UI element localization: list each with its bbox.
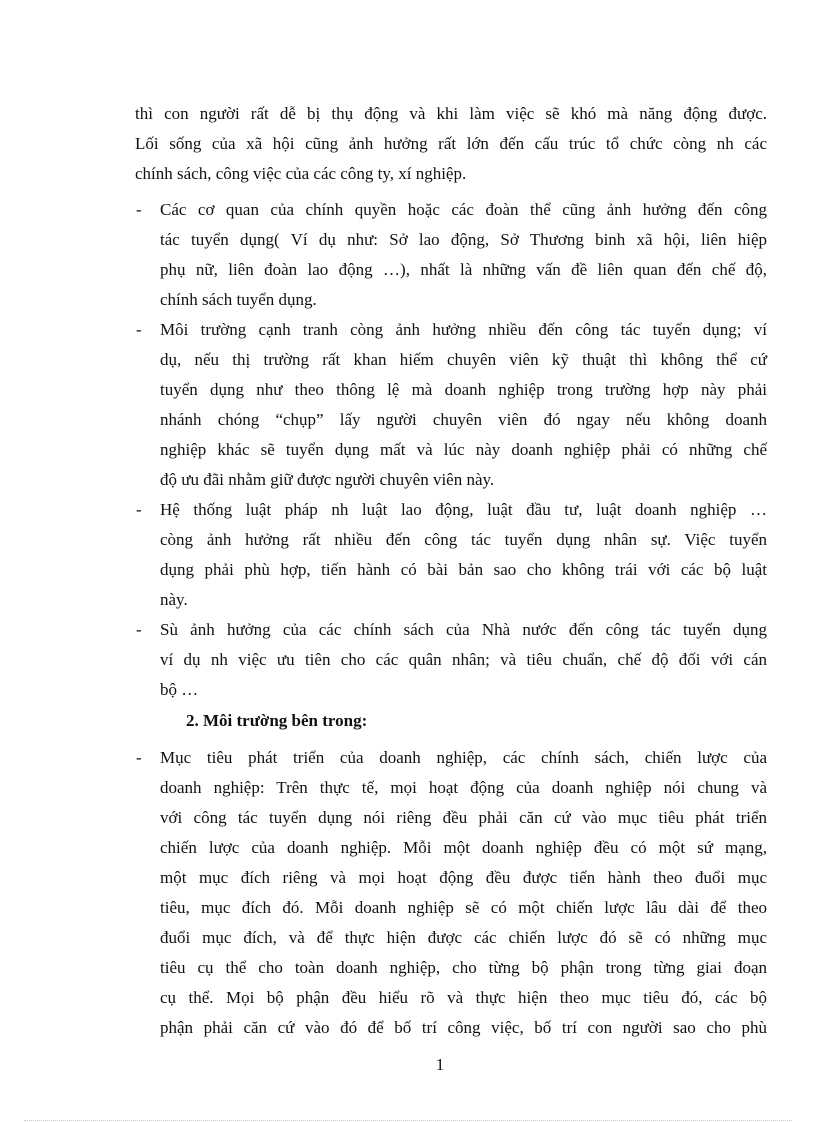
intro-line: thì con người rất dễ bị thụ động và khi làm việc sẽ khó mà năng động được. xyxy=(135,104,767,123)
intro-line: Lối sống của xã hội cũng ảnh hưởng rất lớn đến cấu trúc tổ chức còng nh các xyxy=(135,134,767,153)
list-item-line: phụ nữ, liên đoàn lao động …), nhất là những vấn đề liên quan đến chế độ, xyxy=(160,260,767,279)
page-bottom-divider xyxy=(24,1120,792,1121)
section-heading: 2. Môi trường bên trong: xyxy=(186,711,368,730)
list-item-line: ví dụ nh việc ưu tiên cho các quân nhân; và tiêu chuẩn, chế độ đối với cán xyxy=(160,650,767,669)
list-bullet: - xyxy=(136,500,142,519)
list-bullet: - xyxy=(136,320,142,339)
list-item-line: còng ảnh hưởng rất nhiều đến công tác tuyển dụng nhân sự. Việc tuyển xyxy=(160,530,767,549)
list-item-line: với công tác tuyển dụng nói riêng đều phải căn cứ vào mục tiêu phát triển xyxy=(160,808,767,827)
list-item-line: dụ, nếu thị trường rất khan hiếm chuyên viên kỹ thuật thì không thể cứ xyxy=(160,350,767,369)
list-bullet: - xyxy=(136,620,142,639)
list-item-line: tuyển dụng như theo thông lệ mà doanh nghiệp trong trường hợp này phải xyxy=(160,380,767,399)
list-item-line: nghiệp khác sẽ tuyển dụng mất và lúc này doanh nghiệp phải có những chế xyxy=(160,440,767,459)
list-item-line: Môi trường cạnh tranh còng ảnh hưởng nhiều đến công tác tuyển dụng; ví xyxy=(160,320,767,339)
list-item-line: bộ … xyxy=(160,680,199,699)
list-item-line: doanh nghiệp: Trên thực tế, mọi hoạt động của doanh nghiệp nói chung và xyxy=(160,778,767,797)
list-item-line: tiêu, mục đích đó. Mỗi doanh nghiệp sẽ có một chiến lược lâu dài để theo xyxy=(160,898,767,917)
list-item-line: Hệ thống luật pháp nh luật lao động, luật đầu tư, luật doanh nghiệp … xyxy=(160,500,767,519)
list-bullet: - xyxy=(136,200,142,219)
list-item-line: này. xyxy=(160,590,188,609)
list-item-line: một mục đích riêng và mọi hoạt động đều được tiến hành theo đuổi mục xyxy=(160,868,767,887)
list-item-line: Sù ảnh hưởng của các chính sách của Nhà nước đến công tác tuyển dụng xyxy=(160,620,767,639)
list-item-line: đuổi mục đích, và để thực hiện được các chiến lược đó sẽ có những mục xyxy=(160,928,767,947)
intro-line: chính sách, công việc của các công ty, xí nghiệp. xyxy=(135,164,467,183)
list-item-line: độ ưu đãi nhằm giữ được người chuyên viên này. xyxy=(160,470,495,489)
list-item-line: nhánh chóng “chụp” lấy người chuyên viên đó ngay nếu không doanh xyxy=(160,410,767,429)
list-item-line: tiêu cụ thể cho toàn doanh nghiệp, cho từng bộ phận trong từng giai đoạn xyxy=(160,958,767,977)
list-item-line: chính sách tuyển dụng. xyxy=(160,290,317,309)
list-item-line: cụ thể. Mọi bộ phận đều hiểu rõ và thực hiện theo mục tiêu đó, các bộ xyxy=(160,988,767,1007)
list-bullet: - xyxy=(136,748,142,767)
list-item-line: tác tuyển dụng( Ví dụ như: Sở lao động, Sở Thương binh xã hội, liên hiệp xyxy=(160,230,767,249)
list-item-line: chiến lược của doanh nghiệp. Mỗi một doanh nghiệp đều có một sứ mạng, xyxy=(160,838,767,857)
page-number: 1 xyxy=(435,1055,445,1074)
list-item-line: phận phải căn cứ vào đó để bố trí công việc, bố trí con người sao cho phù xyxy=(160,1018,767,1037)
list-item-line: Mục tiêu phát triển của doanh nghiệp, các chính sách, chiến lược của xyxy=(160,748,767,767)
list-item-line: Các cơ quan của chính quyền hoặc các đoàn thể cũng ảnh hưởng đến công xyxy=(160,200,767,219)
list-item-line: dụng phải phù hợp, tiến hành có bài bản sao cho không trái với các bộ luật xyxy=(160,560,767,579)
